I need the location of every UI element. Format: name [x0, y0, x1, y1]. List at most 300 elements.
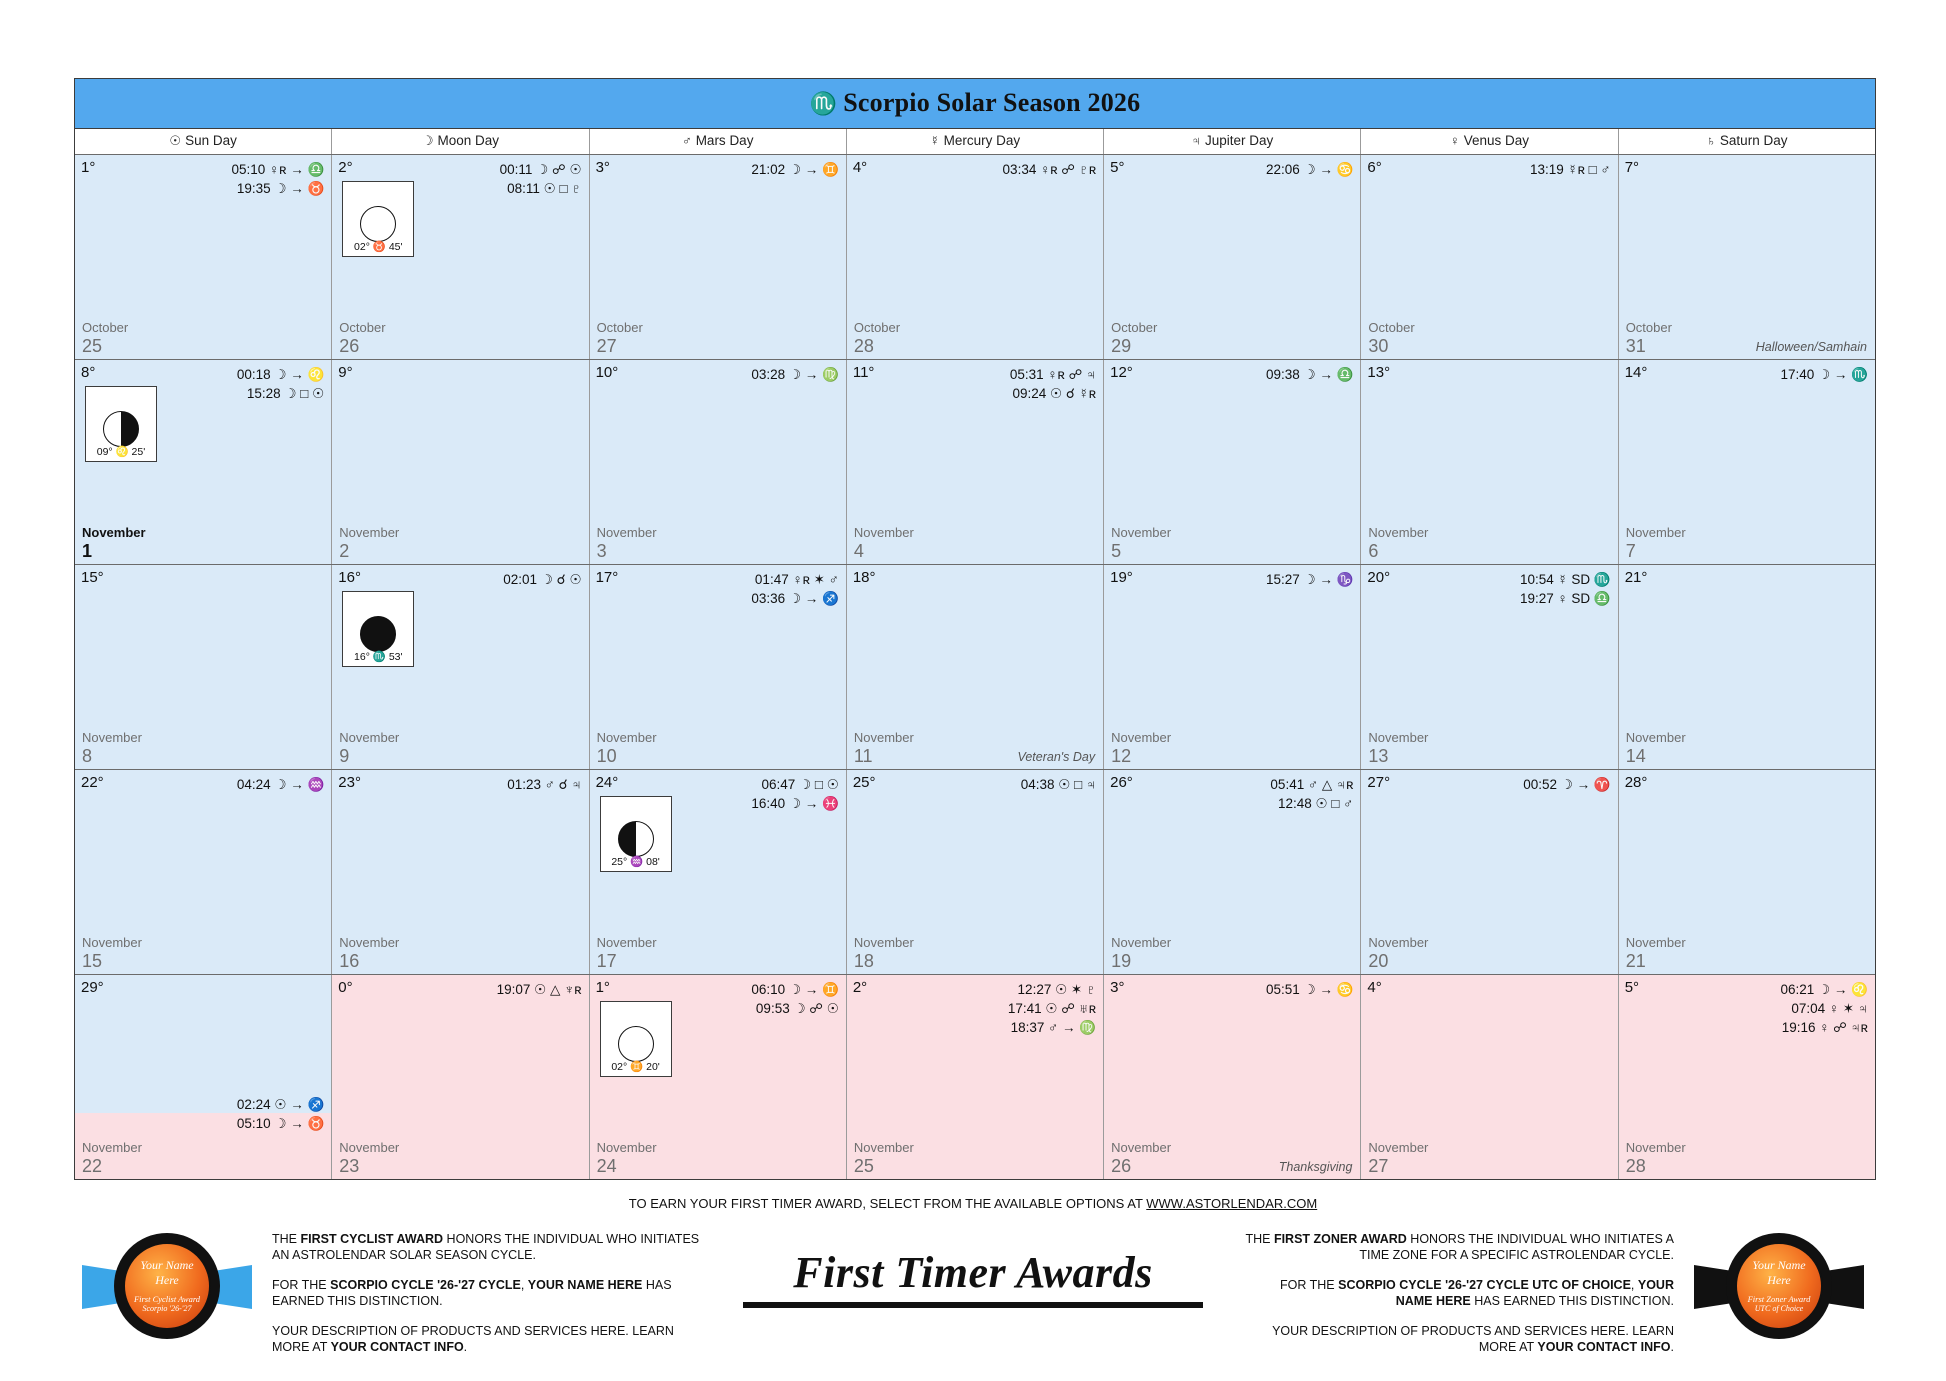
moon-phase-icon — [103, 411, 139, 447]
day-number: 8 — [82, 746, 93, 766]
event-line: 09:53 ☽ ☍ ☉ — [755, 1001, 839, 1016]
t: , — [520, 1278, 528, 1292]
day-number: 27 — [596, 336, 617, 356]
degree-label: 6° — [1367, 159, 1382, 176]
month-label: November — [339, 525, 400, 540]
degree-label: 8° — [81, 364, 96, 381]
event-line: 05:10 ☽ → ♉ — [236, 1116, 325, 1131]
calendar-day-cell[interactable] — [75, 770, 332, 974]
degree-label: 1° — [81, 159, 96, 176]
event-line: 15:27 ☽ → ♑ — [1265, 572, 1354, 587]
moon-phase-label: 02° ♉ 45' — [354, 241, 403, 253]
day-number: 18 — [853, 951, 874, 971]
brand-title: First Timer Awards — [793, 1248, 1153, 1297]
weekday-label: Mercury Day — [943, 133, 1021, 148]
day-number: 23 — [339, 1156, 360, 1176]
degree-label: 21° — [1624, 569, 1648, 586]
day-number: 26 — [339, 336, 360, 356]
day-events — [1266, 365, 1353, 384]
calendar-day-cell[interactable] — [332, 770, 589, 974]
degree-label: 11° — [852, 364, 875, 381]
calendar-title-text: Scorpio Solar Season 2026 — [843, 88, 1141, 117]
event-line: 06:47 ☽ □ ☉ — [761, 777, 839, 792]
event-line: 00:11 ☽ ☍ ☉ — [499, 162, 582, 177]
month-label: November — [1111, 525, 1172, 540]
calendar-day-cell[interactable] — [75, 565, 332, 769]
degree-label: 27° — [1367, 774, 1391, 791]
day-number: 31 — [1625, 336, 1646, 356]
calendar-day-cell[interactable] — [1104, 360, 1361, 564]
weekday-glyph-icon: ☉ — [169, 133, 182, 148]
degree-label: 9° — [338, 364, 353, 381]
day-number: 25 — [853, 1156, 874, 1176]
event-line: 03:34 ♀ʀ ☍ ♇ʀ — [1002, 162, 1097, 177]
month-label: October — [853, 320, 901, 335]
seal-line1: Your Name — [1752, 1258, 1806, 1272]
seal-line1: Your Name — [140, 1258, 194, 1272]
moon-phase-box — [600, 796, 672, 872]
degree-label: 5° — [1624, 979, 1640, 996]
moon-phase-label: 09° ♌ 25' — [96, 446, 146, 458]
event-line: 05:31 ♀ʀ ☍ ♃ — [1009, 367, 1097, 382]
t: SCORPIO CYCLE '26-'27 CYCLE — [330, 1278, 521, 1292]
moon-phase-label: 02° ♊ 20' — [611, 1061, 660, 1073]
calendar — [74, 78, 1876, 1180]
blurb-para-2 — [272, 1277, 702, 1309]
day-number: 13 — [1368, 746, 1389, 766]
month-label: November — [82, 730, 142, 745]
t: FOR THE — [272, 1278, 331, 1292]
month-label: November — [1111, 935, 1172, 950]
calendar-day-cell[interactable] — [847, 770, 1104, 974]
weekday-glyph-icon: ♀ — [1450, 133, 1460, 148]
calendar-title — [75, 79, 1875, 129]
month-label: October — [1111, 320, 1158, 335]
calendar-day-cell[interactable] — [75, 360, 332, 564]
weekday-header-1 — [332, 129, 589, 154]
event-line: 08:11 ☉ □ ♇ — [507, 181, 582, 196]
day-events — [1003, 160, 1097, 179]
month-label: October — [596, 320, 643, 335]
month-label: November — [1625, 730, 1686, 745]
seal-line2: Here — [155, 1273, 179, 1287]
day-number: 20 — [1368, 951, 1389, 971]
month-label: November — [82, 525, 146, 540]
day-events — [1781, 365, 1868, 384]
degree-label: 22° — [81, 774, 104, 791]
calendar-weeks — [75, 155, 1875, 1179]
weekday-label: Venus Day — [1463, 133, 1530, 148]
seal-line2: Here — [1767, 1273, 1791, 1287]
day-events — [1008, 980, 1096, 1037]
earn-award-text: TO EARN YOUR FIRST TIMER AWARD, SELECT FROM THE AVAILABLE OPTIONS AT — [628, 1196, 1147, 1211]
event-line: 09:24 ☉ ☌ ☿ʀ — [1012, 386, 1097, 401]
event-line: 05:41 ♂ △ ♃ʀ — [1270, 777, 1354, 792]
calendar-day-cell[interactable] — [1104, 975, 1361, 1179]
day-number: 4 — [853, 541, 864, 561]
degree-label: 28° — [1624, 774, 1648, 791]
t: YOUR NAME HERE — [527, 1278, 643, 1292]
calendar-day-cell[interactable] — [590, 770, 847, 974]
day-number: 7 — [1625, 541, 1636, 561]
day-events — [1266, 980, 1353, 999]
day-events — [500, 160, 582, 198]
month-label: November — [1111, 730, 1172, 745]
event-line: 16:40 ☽ → ♓ — [751, 796, 839, 811]
day-number: 3 — [596, 541, 607, 561]
weekday-header-3 — [847, 129, 1104, 154]
t: HONORS THE INDIVIDUAL WHO INITIATES AN ASTROLENDAR SOLAR SEASON CYCLE. — [272, 1232, 700, 1262]
t: , — [1630, 1278, 1638, 1292]
month-label: November — [1368, 730, 1429, 745]
t: YOUR CONTACT INFO — [330, 1340, 464, 1354]
event-line: 17:41 ☉ ☍ ♅ʀ — [1007, 1001, 1097, 1016]
degree-label: 0° — [338, 979, 353, 996]
scorpio-icon: ♏ — [809, 91, 838, 116]
weekday-glyph-icon: ♄ — [1706, 133, 1716, 148]
day-number: 17 — [596, 951, 617, 971]
weekday-header-6 — [1619, 129, 1875, 154]
day-number: 9 — [339, 746, 350, 766]
day-number: 6 — [1368, 541, 1379, 561]
degree-label: 4° — [852, 159, 868, 176]
day-events — [1270, 775, 1353, 813]
degree-label: 26° — [1110, 774, 1133, 791]
event-line: 03:36 ☽ → ♐ — [751, 591, 839, 606]
event-line: 17:40 ☽ → ♏ — [1780, 367, 1868, 382]
day-events — [497, 980, 582, 999]
calendar-week-row — [75, 770, 1875, 975]
day-events — [751, 980, 838, 1018]
month-label: November — [596, 935, 657, 950]
first-zoner-seal — [1694, 1229, 1864, 1347]
month-label: November — [82, 935, 142, 950]
calendar-day-cell[interactable] — [332, 155, 589, 359]
event-line: 13:19 ☿ʀ □ ♂ — [1529, 162, 1611, 177]
day-events — [751, 365, 838, 384]
day-events — [751, 775, 838, 813]
month-label: November — [596, 730, 657, 745]
seal-line3: First Zoner Award — [1747, 1294, 1811, 1304]
day-events — [751, 160, 838, 179]
weekday-header-5 — [1361, 129, 1618, 154]
calendar-day-cell[interactable] — [332, 975, 589, 1179]
month-label: November — [82, 1140, 142, 1155]
degree-label: 7° — [1624, 159, 1640, 176]
t: HAS EARNED THIS DISTINCTION. — [272, 1278, 672, 1308]
weekday-header-4 — [1104, 129, 1361, 154]
event-line: 12:27 ☉ ✶ ♇ — [1017, 982, 1097, 997]
day-events — [237, 775, 324, 794]
t: YOUR DESCRIPTION OF PRODUCTS AND SERVICES HERE. LEARN MORE AT — [1272, 1324, 1674, 1354]
event-line: 10:54 ☿ SD ♏ — [1519, 572, 1611, 587]
day-number: 29 — [1111, 336, 1132, 356]
month-label: October — [82, 320, 129, 335]
degree-label: 25° — [852, 774, 876, 791]
t: SCORPIO CYCLE '26-'27 CYCLE UTC OF CHOICE — [1338, 1278, 1631, 1292]
weekday-label: Jupiter Day — [1205, 133, 1274, 148]
brand-underline — [743, 1302, 1203, 1308]
t: HAS EARNED THIS DISTINCTION. — [1470, 1294, 1674, 1308]
t: FOR THE — [1280, 1278, 1339, 1292]
blurb-para-3 — [1244, 1323, 1674, 1355]
event-line: 19:35 ☽ → ♉ — [236, 181, 325, 196]
calendar-day-cell[interactable] — [1619, 565, 1875, 769]
degree-label: 16° — [338, 569, 361, 586]
degree-label: 19° — [1110, 569, 1133, 586]
moon-phase-box — [600, 1001, 672, 1077]
calendar-day-cell[interactable] — [75, 975, 332, 1179]
t: . — [463, 1340, 468, 1354]
event-line: 06:21 ☽ → ♌ — [1780, 982, 1868, 997]
weekday-header-0 — [75, 129, 332, 154]
calendar-day-cell[interactable] — [332, 360, 589, 564]
seal-line4: UTC of Choice — [1754, 1304, 1804, 1313]
day-number: 16 — [339, 951, 360, 971]
month-label: November — [596, 525, 657, 540]
t: FIRST CYCLIST AWARD — [300, 1232, 444, 1246]
calendar-day-cell[interactable] — [332, 565, 589, 769]
degree-label: 5° — [1110, 159, 1125, 176]
moon-phase-icon — [618, 821, 654, 857]
seal-star — [114, 1233, 220, 1339]
calendar-day-cell[interactable] — [1104, 155, 1361, 359]
first-timer-awards-brand — [743, 1247, 1203, 1308]
calendar-day-cell[interactable] — [590, 565, 847, 769]
event-line: 21:02 ☽ → ♊ — [751, 162, 839, 177]
degree-label: 20° — [1367, 569, 1391, 586]
moon-phase-icon — [360, 616, 396, 652]
day-events — [1520, 570, 1611, 608]
day-events — [232, 160, 325, 198]
calendar-day-cell[interactable] — [1361, 770, 1618, 974]
moon-phase-box — [85, 386, 157, 462]
holiday-label: Veteran's Day — [1017, 750, 1096, 764]
calendar-day-cell[interactable] — [1361, 360, 1618, 564]
calendar-day-cell[interactable] — [1104, 565, 1361, 769]
day-number: 5 — [1111, 541, 1122, 561]
degree-label: 3° — [1110, 979, 1125, 996]
t: HONORS THE INDIVIDUAL WHO INITIATES A TIME ZONE FOR A SPECIFIC ASTROLENDAR CYCLE. — [1359, 1232, 1674, 1262]
calendar-day-cell[interactable] — [590, 975, 847, 1179]
day-late-events — [237, 1095, 324, 1133]
calendar-day-cell[interactable] — [847, 155, 1104, 359]
month-label: October — [339, 320, 386, 335]
calendar-week-row — [75, 565, 1875, 770]
t: . — [1670, 1340, 1674, 1354]
weekday-label: Moon Day — [437, 133, 500, 148]
blurb-para-1 — [1244, 1231, 1674, 1263]
weekday-glyph-icon: ☿ — [929, 133, 940, 148]
event-line: 02:24 ☉ → ♐ — [236, 1097, 325, 1112]
first-zoner-blurb — [1244, 1231, 1674, 1369]
calendar-day-cell[interactable] — [847, 360, 1104, 564]
seal-line3: First Cyclist Award — [133, 1294, 201, 1304]
degree-label: 2° — [338, 159, 353, 176]
event-line: 05:10 ♀ʀ → ♎ — [231, 162, 325, 177]
day-number: 21 — [1625, 951, 1646, 971]
event-line: 12:48 ☉ □ ♂ — [1277, 796, 1354, 811]
holiday-label: Thanksgiving — [1278, 1160, 1353, 1174]
day-events — [1010, 365, 1096, 403]
month-label: November — [853, 935, 914, 950]
event-line: 01:23 ♂ ☌ ♃ — [507, 777, 582, 792]
calendar-day-cell[interactable] — [590, 155, 847, 359]
day-number: 28 — [1625, 1156, 1646, 1176]
event-line: 04:38 ☉ □ ♃ — [1020, 777, 1097, 792]
degree-label: 15° — [81, 569, 104, 586]
event-line: 15:28 ☽ □ ☉ — [246, 386, 325, 401]
day-number: 27 — [1368, 1156, 1389, 1176]
day-number: 22 — [82, 1156, 103, 1176]
calendar-week-row — [75, 975, 1875, 1179]
month-label: November — [339, 1140, 400, 1155]
moon-phase-box — [342, 181, 414, 257]
weekday-label: Mars Day — [695, 133, 754, 148]
event-line: 05:51 ☽ → ♋ — [1265, 982, 1354, 997]
calendar-day-cell[interactable] — [1361, 565, 1618, 769]
degree-label: 23° — [338, 774, 361, 791]
moon-phase-label: 25° ♒ 08' — [611, 856, 660, 868]
moon-phase-icon — [360, 206, 396, 242]
weekday-header-row — [75, 129, 1875, 155]
seal-line4: Scorpio '26-'27 — [142, 1304, 192, 1313]
event-line: 19:07 ☉ △ ♆ʀ — [496, 982, 582, 997]
t: YOUR DESCRIPTION OF PRODUCTS AND SERVICES HERE. LEARN MORE AT — [272, 1324, 674, 1354]
day-events — [1266, 160, 1353, 179]
day-events — [1523, 775, 1610, 794]
seal-inner — [1735, 1242, 1823, 1330]
day-number: 2 — [339, 541, 350, 561]
event-line: 18:37 ♂ → ♍ — [1010, 1020, 1097, 1035]
day-number: 12 — [1111, 746, 1132, 766]
event-line: 01:47 ♀ʀ ✶ ♂ — [754, 572, 839, 587]
blurb-para-2 — [1244, 1277, 1674, 1309]
t: YOUR NAME HERE — [1395, 1278, 1674, 1308]
event-line: 19:16 ♀ ☍ ♃ʀ — [1781, 1020, 1868, 1035]
calendar-week-row — [75, 360, 1875, 565]
month-label: November — [1625, 525, 1686, 540]
degree-label: 1° — [595, 979, 610, 996]
event-line: 00:18 ☽ → ♌ — [236, 367, 325, 382]
degree-label: 12° — [1110, 364, 1133, 381]
event-line: 02:01 ☽ ☌ ☉ — [503, 572, 582, 587]
month-label: November — [853, 1140, 914, 1155]
calendar-day-cell[interactable] — [1361, 155, 1618, 359]
month-label: October — [1368, 320, 1415, 335]
seal-star — [1726, 1233, 1832, 1339]
moon-phase-box — [342, 591, 414, 667]
day-events — [507, 775, 581, 794]
calendar-day-cell[interactable] — [847, 975, 1104, 1179]
event-line: 03:28 ☽ → ♍ — [751, 367, 839, 382]
calendar-day-cell[interactable] — [1619, 770, 1875, 974]
day-number: 15 — [82, 951, 103, 971]
seal-inner — [123, 1242, 211, 1330]
t: THE — [272, 1232, 301, 1246]
t: THE — [1245, 1232, 1274, 1246]
calendar-day-cell[interactable] — [1619, 155, 1875, 359]
event-line: 06:10 ☽ → ♊ — [751, 982, 839, 997]
holiday-label: Halloween/Samhain — [1755, 340, 1867, 354]
month-label: November — [596, 1140, 657, 1155]
day-events — [503, 570, 581, 589]
month-label: November — [339, 730, 400, 745]
month-label: November — [1625, 935, 1686, 950]
day-number: 14 — [1625, 746, 1646, 766]
degree-label: 2° — [852, 979, 868, 996]
month-label: November — [853, 525, 914, 540]
month-label: November — [1625, 1140, 1686, 1155]
day-events — [1781, 980, 1868, 1037]
degree-label: 4° — [1367, 979, 1382, 996]
event-line: 19:27 ♀ SD ♎ — [1519, 591, 1611, 606]
weekday-header-2 — [590, 129, 847, 154]
month-label: November — [1111, 1140, 1172, 1155]
month-label: November — [1368, 935, 1429, 950]
month-label: November — [1368, 525, 1429, 540]
calendar-day-cell[interactable] — [1361, 975, 1618, 1179]
day-number: 11 — [853, 746, 873, 766]
weekday-glyph-icon: ♂ — [681, 133, 692, 148]
event-line: 07:04 ♀ ✶ ♃ — [1791, 1001, 1868, 1016]
day-number: 28 — [853, 336, 874, 356]
month-label: November — [1368, 1140, 1429, 1155]
day-number: 26 — [1111, 1156, 1132, 1176]
day-events — [1266, 570, 1353, 589]
month-label: November — [339, 935, 400, 950]
degree-label: 29° — [81, 979, 104, 996]
event-line: 22:06 ☽ → ♋ — [1265, 162, 1354, 177]
moon-phase-icon — [618, 1026, 654, 1062]
t: FIRST ZONER AWARD — [1273, 1232, 1407, 1246]
degree-label: 14° — [1624, 364, 1648, 381]
first-cyclist-seal — [82, 1229, 252, 1347]
day-number: 30 — [1368, 336, 1389, 356]
astrolendar-link[interactable]: WWW.ASTORLENDAR.COM — [1146, 1196, 1318, 1211]
calendar-day-cell[interactable] — [1619, 360, 1875, 564]
blurb-para-3 — [272, 1323, 702, 1355]
day-events — [751, 570, 838, 608]
day-number: 10 — [596, 746, 617, 766]
day-number: 25 — [82, 336, 103, 356]
calendar-day-cell[interactable] — [1619, 975, 1875, 1179]
event-line: 00:52 ☽ → ♈ — [1523, 777, 1611, 792]
calendar-day-cell[interactable] — [847, 565, 1104, 769]
event-line: 09:38 ☽ → ♎ — [1265, 367, 1354, 382]
day-number: 1 — [82, 541, 93, 561]
weekday-glyph-icon: ☽ — [421, 133, 434, 148]
degree-label: 24° — [595, 774, 619, 791]
calendar-day-cell[interactable] — [75, 155, 332, 359]
month-label: October — [1625, 320, 1672, 335]
day-number: 24 — [596, 1156, 617, 1176]
calendar-day-cell[interactable] — [1104, 770, 1361, 974]
t: YOUR CONTACT INFO — [1537, 1340, 1671, 1354]
weekday-glyph-icon: ♃ — [1191, 133, 1201, 148]
calendar-week-row — [75, 155, 1875, 360]
footer — [0, 1196, 1946, 1369]
degree-label: 10° — [595, 364, 619, 381]
weekday-label: Saturn Day — [1719, 133, 1788, 148]
day-events — [237, 365, 324, 403]
degree-label: 17° — [595, 569, 619, 586]
day-events — [1021, 775, 1096, 794]
degree-label: 13° — [1367, 364, 1391, 381]
moon-phase-label: 16° ♏ 53' — [354, 651, 403, 663]
event-line: 04:24 ☽ → ♒ — [236, 777, 325, 792]
calendar-day-cell[interactable] — [590, 360, 847, 564]
